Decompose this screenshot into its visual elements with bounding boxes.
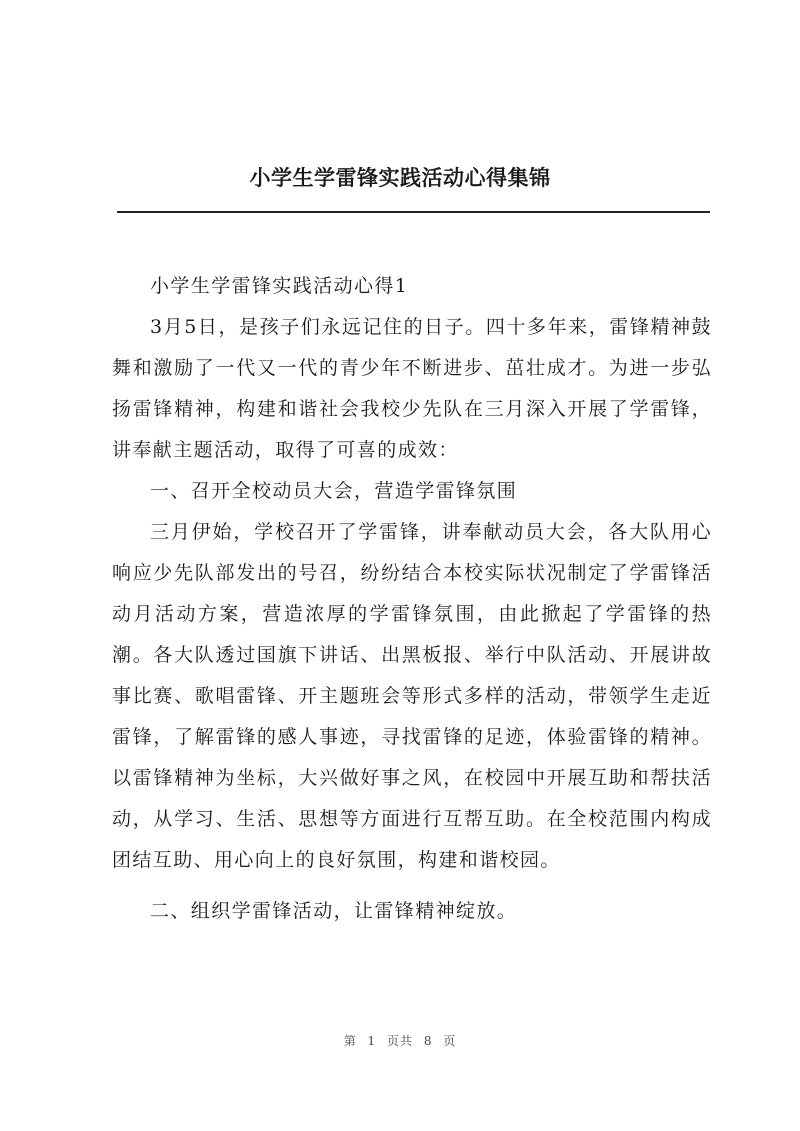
document-body	[112, 266, 712, 932]
paragraph-body-1: 三月伊始，学校召开了学雷锋，讲奉献动员大会，各大队用心响应少先队部发出的号召，纷纷结合本校实际状况制定了学雷锋活动月活动方案，营造浓厚的学雷锋氛围，由此掀起了学雷锋的热潮。各大队透过国旗下讲话、出黑板报、举行中队活动、开展讲故事比赛、歌唱雷锋、开主题班会等形式多样的活动，带领学生走近雷锋，了解雷锋的感人事迹，寻找雷锋的足迹，体验雷锋的精神。以雷锋精神为坐标，大兴做好事之风，在校园中开展互助和帮扶活动，从学习、生活、思想等方面进行互帮互助。在全校范围内构成团结互助、用心向上的良好氛围，构建和谐校园。	[112, 521, 712, 871]
title-divider	[117, 211, 710, 213]
page-number: 第 1 页共 8 页	[343, 1034, 457, 1048]
subheading-1: 一、召开全校动员大会，营造学雷锋氛围	[150, 480, 518, 502]
subheading-2: 二、组织学雷锋活动，让雷锋精神绽放。	[150, 900, 518, 922]
paragraph-intro: 3月5日，是孩子们永远记住的日子。四十多年来，雷锋精神鼓舞和激励了一代又一代的青少年不断进步、茁壮成才。为进一步弘扬雷锋精神，构建和谐社会我校少先队在三月深入开展了学雷锋，讲奉献主题活动，取得了可喜的成效：	[112, 316, 712, 461]
document-title: 小学生学雷锋实践活动心得集锦	[249, 165, 551, 190]
section-heading-1: 小学生学雷锋实践活动心得1	[150, 275, 409, 297]
